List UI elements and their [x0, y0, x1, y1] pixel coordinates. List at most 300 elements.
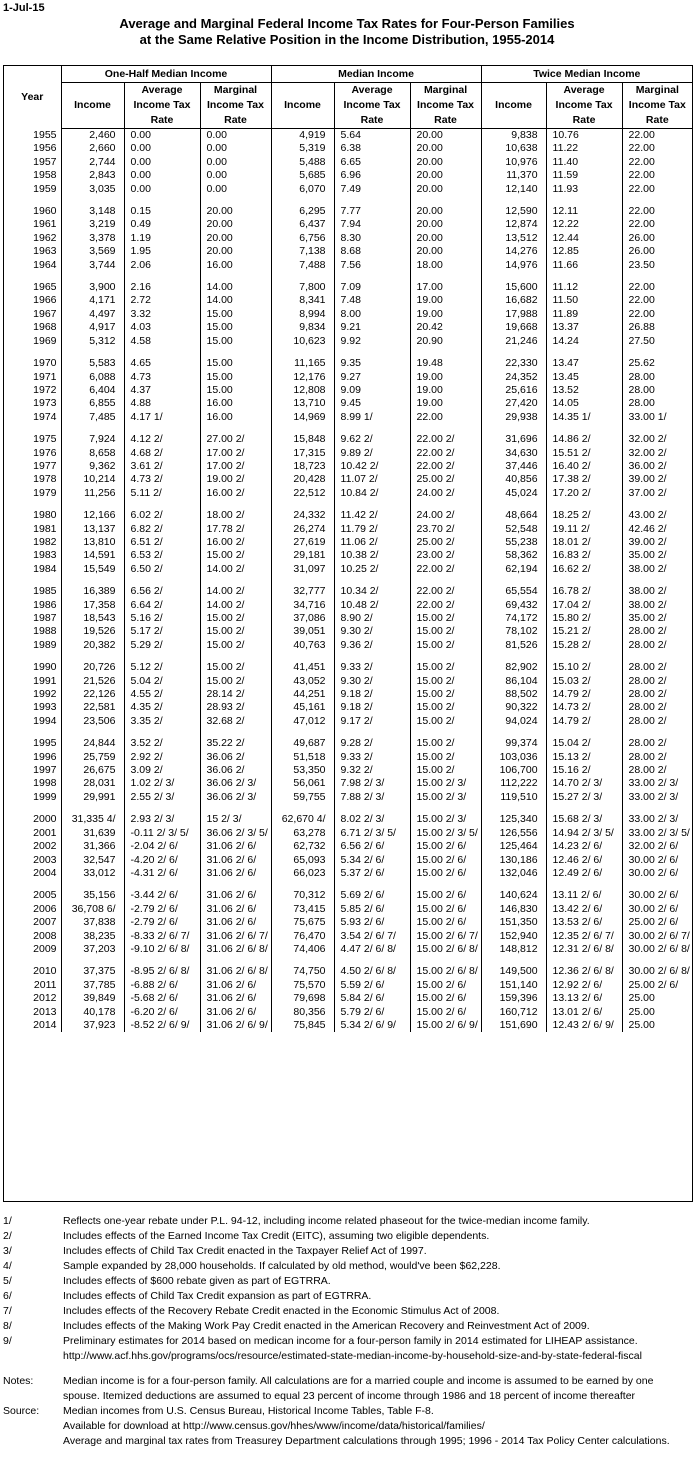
table-row — [4, 294, 692, 307]
marginal-rate-header-line: Marginal — [213, 84, 258, 96]
income-header: Income — [271, 83, 334, 129]
half-median-income-cell: 37,203 — [61, 943, 124, 956]
median-income-cell: 74,406 — [271, 943, 334, 956]
median-income-cell: 70,312 — [271, 889, 334, 902]
median-income-cell: 39,051 — [271, 625, 334, 638]
twice-median-income-cell: 12,590 — [481, 205, 546, 218]
gap-cell — [200, 804, 271, 813]
half-median-average-rate-cell: -6.88 2/ 6/ — [124, 979, 200, 992]
half-median-income-cell: 37,838 — [61, 916, 124, 929]
half-median-marginal-rate-cell: 31.06 2/ 6/ — [200, 903, 271, 916]
table-row — [4, 218, 692, 231]
year-cell: 1965 — [33, 281, 57, 294]
median-income-cell: 17,315 — [271, 447, 334, 460]
marginal-rate-header-line: Income Tax — [628, 99, 686, 111]
gap-cell — [61, 500, 124, 509]
median-average-rate-cell: 9.28 2/ — [334, 737, 410, 750]
median-income-cell: 74,750 — [271, 965, 334, 978]
twice-median-income-cell: 55,238 — [481, 536, 546, 549]
median-average-rate-cell: 8.30 — [334, 232, 410, 245]
half-median-income-cell: 5,312 — [61, 335, 124, 348]
twice-median-income-cell: 103,036 — [481, 751, 546, 764]
marginal-rate-header-line: Marginal — [635, 84, 679, 96]
median-marginal-rate-cell: 15.00 2/ 6/ — [410, 992, 481, 1005]
median-income-cell: 32,777 — [271, 585, 334, 598]
table-row — [4, 867, 692, 880]
median-income-cell: 80,356 — [271, 1006, 334, 1019]
median-marginal-rate-cell: 20.00 — [410, 183, 481, 196]
median-average-rate-cell: 11.79 2/ — [334, 523, 410, 536]
row-gap — [4, 880, 692, 889]
median-marginal-rate-cell: 19.00 — [410, 397, 481, 410]
half-median-income-cell: 3,378 — [61, 232, 124, 245]
table-row — [4, 245, 692, 258]
median-income-cell: 12,176 — [271, 371, 334, 384]
year-cell: 1987 — [33, 612, 57, 624]
twice-median-income-cell: 146,830 — [481, 903, 546, 916]
twice-median-average-rate-cell: 14.24 — [546, 335, 622, 348]
twice-median-average-rate-cell: 13.42 2/ 6/ — [546, 903, 622, 916]
half-median-average-rate-cell: 4.03 — [124, 321, 200, 334]
year-cell: 1988 — [33, 625, 57, 638]
half-median-average-rate-cell: 3.61 2/ — [124, 460, 200, 473]
median-marginal-rate-cell: 25.00 2/ — [410, 536, 481, 549]
twice-median-income-cell: 52,548 — [481, 523, 546, 536]
table-row — [4, 930, 692, 943]
marginal-rate-header-line: Rate — [224, 114, 247, 126]
table-row — [4, 751, 692, 764]
twice-median-income-cell: 90,322 — [481, 701, 546, 714]
gap-cell — [200, 196, 271, 205]
half-median-average-rate-cell: -8.52 2/ 6/ 9/ — [124, 1019, 200, 1032]
twice-median-marginal-rate-cell: 28.00 2/ — [622, 661, 692, 674]
half-median-marginal-rate-cell: 31.06 2/ 6/ 8/ — [200, 965, 271, 978]
gap-cell — [334, 804, 410, 813]
half-median-average-rate-cell: 4.73 2/ — [124, 473, 200, 486]
year-cell: 1958 — [33, 169, 57, 182]
median-income-cell: 40,763 — [271, 639, 334, 652]
twice-median-marginal-rate-cell: 32.00 2/ 6/ — [622, 840, 692, 853]
twice-median-income-cell: 9,838 — [481, 129, 546, 143]
median-marginal-rate-cell: 15.00 2/ 6/ — [410, 1006, 481, 1019]
median-marginal-rate-cell: 25.00 2/ — [410, 473, 481, 486]
median-average-rate-cell: 9.35 — [334, 357, 410, 370]
table-row — [4, 523, 692, 536]
median-marginal-rate-cell: 20.00 — [410, 232, 481, 245]
twice-median-income-cell: 29,938 — [481, 411, 546, 424]
table-row — [4, 916, 692, 929]
gap-cell — [410, 424, 481, 433]
twice-median-income-cell: 21,246 — [481, 335, 546, 348]
half-median-average-rate-cell: -2.04 2/ 6/ — [124, 840, 200, 853]
median-marginal-rate-cell: 15.00 2/ 6/ — [410, 979, 481, 992]
row-gap — [4, 576, 692, 585]
year-cell: 2010 — [33, 965, 57, 978]
marginal-rate-header-line: Marginal — [423, 84, 468, 96]
twice-median-average-rate-cell: 12.43 2/ 6/ 9/ — [546, 1019, 622, 1032]
page-title — [0, 16, 694, 48]
half-median-average-rate-cell: 1.95 — [124, 245, 200, 258]
median-income-cell: 8,341 — [271, 294, 334, 307]
average-rate-header-line: Rate — [572, 114, 596, 126]
median-average-rate-cell: 9.27 — [334, 371, 410, 384]
twice-median-marginal-rate-cell: 30.00 2/ 6/ 8/ — [622, 943, 692, 956]
notes-text: Median income is for a four-person family. All calculations are for a married couple and income is assumed to be earned by one spouse. Itemized deductions are assumed to equal 23 percent of income through 1986 and 18 percent of income thereafter — [63, 1375, 654, 1402]
twice-median-average-rate-cell: 12.44 — [546, 232, 622, 245]
twice-median-average-rate-cell: 15.68 2/ 3/ — [546, 813, 622, 826]
twice-median-marginal-rate-cell: 28.00 — [622, 384, 692, 397]
table-row — [4, 549, 692, 562]
half-median-average-rate-cell: 2.93 2/ 3/ — [124, 813, 200, 826]
footnote-text: Includes effects of the Making Work Pay Credit enacted in the American Recovery and Reinvestment Act of 2009. — [63, 1320, 590, 1332]
twice-median-marginal-rate-cell: 32.00 2/ — [622, 433, 692, 446]
year-cell: 1995 — [33, 737, 57, 750]
median-income-cell: 76,470 — [271, 930, 334, 943]
twice-median-average-rate-cell: 13.13 2/ 6/ — [546, 992, 622, 1005]
twice-median-income-cell: 37,446 — [481, 460, 546, 473]
median-income-cell: 7,138 — [271, 245, 334, 258]
twice-median-average-rate-cell: 14.35 1/ — [546, 411, 622, 424]
median-marginal-rate-cell: 15.00 2/ — [410, 661, 481, 674]
footnote-text: Preliminary estimates for 2014 based on medican income for a four-person family in 2014 estimated for LIHEAP assistance. — [63, 1335, 638, 1347]
row-gap — [4, 424, 692, 433]
gap-cell — [4, 424, 61, 433]
year-cell: 1966 — [33, 294, 57, 307]
median-average-rate-cell: 9.09 — [334, 384, 410, 397]
table-row — [4, 625, 692, 638]
twice-median-average-rate-cell: 15.80 2/ — [546, 612, 622, 625]
half-median-marginal-rate-cell: 15.00 — [200, 308, 271, 321]
average-rate-header-line: Income Tax — [133, 99, 191, 111]
twice-median-income-cell: 88,502 — [481, 688, 546, 701]
twice-median-marginal-rate-cell: 36.00 2/ — [622, 460, 692, 473]
twice-median-income-cell: 78,102 — [481, 625, 546, 638]
notes-label: Notes: — [3, 1375, 34, 1387]
median-average-rate-cell: 7.94 — [334, 218, 410, 231]
half-median-marginal-rate-cell: 15.00 — [200, 384, 271, 397]
twice-median-marginal-rate-cell: 28.00 2/ — [622, 737, 692, 750]
median-marginal-rate-cell: 15.00 2/ — [410, 751, 481, 764]
median-income-cell: 44,251 — [271, 688, 334, 701]
twice-median-average-rate-cell: 17.20 2/ — [546, 487, 622, 500]
half-median-income-cell: 16,389 — [61, 585, 124, 598]
footnote-text: Includes effects of the Earned Income Tax Credit (EITC), assuming two eligible dependents. — [63, 1230, 490, 1242]
average-rate-header-line: Rate — [150, 114, 174, 126]
half-median-marginal-rate-cell: 31.06 2/ 6/ — [200, 889, 271, 902]
twice-median-income-cell: 19,668 — [481, 321, 546, 334]
twice-median-income-cell: 12,140 — [481, 183, 546, 196]
average-rate-header — [334, 83, 410, 129]
median-income-cell: 10,623 — [271, 335, 334, 348]
gap-cell — [481, 880, 546, 889]
twice-median-income-cell: 10,976 — [481, 156, 546, 169]
average-rate-header-line: Average — [141, 84, 183, 96]
twice-median-marginal-rate-cell: 33.00 1/ — [622, 411, 692, 424]
source-line: Median incomes from U.S. Census Bureau, Historical Income Tables, Table F-8. — [63, 1405, 434, 1417]
half-median-marginal-rate-cell: 31.06 2/ 6/ — [200, 992, 271, 1005]
half-median-marginal-rate-cell: 31.06 2/ 6/ — [200, 840, 271, 853]
half-median-income-cell: 37,923 — [61, 1019, 124, 1032]
median-average-rate-cell: 9.33 2/ — [334, 751, 410, 764]
median-marginal-rate-cell: 20.00 — [410, 218, 481, 231]
twice-median-income-cell: 82,902 — [481, 661, 546, 674]
table-row — [4, 1006, 692, 1019]
table-row — [4, 599, 692, 612]
marginal-rate-header — [622, 83, 692, 129]
half-median-income-cell: 22,581 — [61, 701, 124, 714]
twice-median-average-rate-cell: 12.92 2/ 6/ — [546, 979, 622, 992]
footnote-key: 6/ — [3, 1290, 12, 1302]
year-cell: 1967 — [33, 307, 57, 320]
half-median-income-cell: 6,404 — [61, 384, 124, 397]
footnote-key: 9/ — [3, 1335, 12, 1347]
half-median-marginal-rate-cell: 32.68 2/ — [200, 715, 271, 728]
notes-section — [3, 1214, 693, 1449]
twice-median-average-rate-cell: 13.11 2/ 6/ — [546, 889, 622, 902]
gap-cell — [4, 804, 61, 813]
twice-median-income-cell: 22,330 — [481, 357, 546, 370]
median-income-cell: 75,845 — [271, 1019, 334, 1032]
average-rate-header-line: Income Tax — [343, 99, 401, 111]
row-gap — [4, 196, 692, 205]
half-median-marginal-rate-cell: 20.00 — [200, 232, 271, 245]
median-average-rate-cell: 6.96 — [334, 169, 410, 182]
median-income-cell: 24,332 — [271, 509, 334, 522]
median-average-rate-cell: 11.42 2/ — [334, 509, 410, 522]
footnote-key: 5/ — [3, 1275, 12, 1287]
half-median-income-cell: 22,126 — [61, 688, 124, 701]
year-cell: 1959 — [33, 182, 57, 195]
twice-median-average-rate-cell: 10.76 — [546, 129, 622, 143]
marginal-rate-header — [200, 83, 271, 129]
twice-median-average-rate-cell: 13.37 — [546, 321, 622, 334]
twice-median-average-rate-cell: 14.79 2/ — [546, 715, 622, 728]
gap-cell — [124, 348, 200, 357]
gap-cell — [481, 424, 546, 433]
half-median-average-rate-cell: 4.37 — [124, 384, 200, 397]
half-median-marginal-rate-cell: 18.00 2/ — [200, 509, 271, 522]
median-average-rate-cell: 5.64 — [334, 129, 410, 143]
median-income-cell: 5,488 — [271, 156, 334, 169]
twice-median-marginal-rate-cell: 26.88 — [622, 321, 692, 334]
twice-median-marginal-rate-cell: 38.00 2/ — [622, 599, 692, 612]
median-average-rate-cell: 9.18 2/ — [334, 701, 410, 714]
half-median-income-cell: 38,235 — [61, 930, 124, 943]
gap-cell — [4, 576, 61, 585]
year-cell: 1972 — [33, 383, 57, 396]
median-income-cell: 41,451 — [271, 661, 334, 674]
half-median-income-cell: 17,358 — [61, 599, 124, 612]
notes-block — [3, 1374, 693, 1404]
half-median-income-cell: 4,497 — [61, 308, 124, 321]
twice-median-average-rate-cell: 17.04 2/ — [546, 599, 622, 612]
twice-median-income-cell: 119,510 — [481, 791, 546, 804]
twice-median-income-cell: 13,512 — [481, 232, 546, 245]
half-median-marginal-rate-cell: 14.00 2/ — [200, 585, 271, 598]
half-median-marginal-rate-cell: 17.00 2/ — [200, 460, 271, 473]
half-median-income-cell: 12,166 — [61, 509, 124, 522]
group-header-twice-median: Twice Median Income — [481, 66, 692, 83]
median-marginal-rate-cell: 19.00 — [410, 384, 481, 397]
median-average-rate-cell: 7.77 — [334, 205, 410, 218]
twice-median-income-cell: 14,976 — [481, 259, 546, 272]
twice-median-income-cell: 86,104 — [481, 675, 546, 688]
footnotes — [3, 1214, 693, 1364]
twice-median-marginal-rate-cell: 26.00 — [622, 232, 692, 245]
gap-cell — [271, 424, 334, 433]
half-median-average-rate-cell: 0.00 — [124, 129, 200, 143]
gap-cell — [271, 272, 334, 281]
year-cell: 1984 — [33, 562, 57, 575]
median-income-cell: 22,512 — [271, 487, 334, 500]
median-average-rate-cell: 5.69 2/ 6/ — [334, 889, 410, 902]
year-cell: 1963 — [33, 245, 57, 258]
half-median-income-cell: 24,844 — [61, 737, 124, 750]
median-marginal-rate-cell: 15.00 2/ 3/ — [410, 777, 481, 790]
footnote-text: Includes effects of Child Tax Credit enacted in the Taxpayer Relief Act of 1997. — [63, 1245, 427, 1257]
table-header — [4, 66, 692, 129]
half-median-income-cell: 14,591 — [61, 549, 124, 562]
twice-median-marginal-rate-cell: 30.00 2/ 6/ — [622, 889, 692, 902]
title-line-1: Average and Marginal Federal Income Tax Rates for Four-Person Families — [119, 16, 575, 31]
year-cell: 1968 — [33, 321, 57, 334]
half-median-marginal-rate-cell: 15.00 2/ — [200, 549, 271, 562]
half-median-average-rate-cell: 6.51 2/ — [124, 536, 200, 549]
half-median-average-rate-cell: 3.09 2/ — [124, 764, 200, 777]
twice-median-marginal-rate-cell: 25.00 — [622, 1006, 692, 1019]
median-marginal-rate-cell: 24.00 2/ — [410, 509, 481, 522]
table-row — [4, 509, 692, 522]
gap-cell — [481, 804, 546, 813]
half-median-marginal-rate-cell: 14.00 2/ — [200, 563, 271, 576]
gap-cell — [271, 576, 334, 585]
year-cell: 1985 — [33, 585, 57, 598]
year-cell: 2013 — [33, 1005, 57, 1018]
median-income-cell: 8,994 — [271, 308, 334, 321]
table-row — [4, 142, 692, 155]
footnote — [3, 1214, 693, 1229]
gap-cell — [4, 956, 61, 965]
median-marginal-rate-cell: 19.00 — [410, 371, 481, 384]
median-average-rate-cell: 6.65 — [334, 156, 410, 169]
half-median-marginal-rate-cell: 15.00 2/ — [200, 661, 271, 674]
twice-median-marginal-rate-cell: 28.00 2/ — [622, 625, 692, 638]
year-cell: 2012 — [33, 992, 57, 1005]
half-median-average-rate-cell: 4.35 2/ — [124, 701, 200, 714]
median-average-rate-cell: 7.56 — [334, 259, 410, 272]
median-marginal-rate-cell: 22.00 2/ — [410, 599, 481, 612]
twice-median-average-rate-cell: 12.85 — [546, 245, 622, 258]
half-median-marginal-rate-cell: 17.00 2/ — [200, 447, 271, 460]
gap-cell — [124, 804, 200, 813]
median-average-rate-cell: 8.90 2/ — [334, 612, 410, 625]
twice-median-average-rate-cell: 11.93 — [546, 183, 622, 196]
median-marginal-rate-cell: 15.00 2/ 6/ 7/ — [410, 930, 481, 943]
twice-median-average-rate-cell: 14.86 2/ — [546, 433, 622, 446]
median-income-cell: 37,086 — [271, 612, 334, 625]
half-median-average-rate-cell: 5.17 2/ — [124, 625, 200, 638]
average-rate-header — [124, 83, 200, 129]
median-marginal-rate-cell: 20.00 — [410, 156, 481, 169]
half-median-marginal-rate-cell: 0.00 — [200, 129, 271, 143]
gap-cell — [546, 348, 622, 357]
table-row — [4, 259, 692, 272]
half-median-average-rate-cell: 5.11 2/ — [124, 487, 200, 500]
twice-median-marginal-rate-cell: 35.00 2/ — [622, 612, 692, 625]
table-row — [4, 903, 692, 916]
half-median-marginal-rate-cell: 20.00 — [200, 205, 271, 218]
table-row — [4, 129, 692, 143]
half-median-income-cell: 20,382 — [61, 639, 124, 652]
gap-cell — [622, 576, 692, 585]
median-income-cell: 7,800 — [271, 281, 334, 294]
half-median-marginal-rate-cell: 36.06 2/ — [200, 751, 271, 764]
median-marginal-rate-cell: 20.00 — [410, 205, 481, 218]
half-median-marginal-rate-cell: 17.78 2/ — [200, 523, 271, 536]
median-average-rate-cell: 8.68 — [334, 245, 410, 258]
twice-median-marginal-rate-cell: 33.00 2/ 3/ 5/ — [622, 827, 692, 840]
table-row — [4, 854, 692, 867]
gap-cell — [410, 804, 481, 813]
median-marginal-rate-cell: 20.00 — [410, 169, 481, 182]
twice-median-average-rate-cell: 11.59 — [546, 169, 622, 182]
half-median-average-rate-cell: 2.06 — [124, 259, 200, 272]
median-marginal-rate-cell: 15.00 2/ — [410, 688, 481, 701]
median-income-cell: 20,428 — [271, 473, 334, 486]
median-marginal-rate-cell: 15.00 2/ 6/ 8/ — [410, 943, 481, 956]
gap-cell — [4, 500, 61, 509]
footnote — [3, 1289, 693, 1304]
twice-median-marginal-rate-cell: 32.00 2/ — [622, 447, 692, 460]
median-average-rate-cell: 5.93 2/ 6/ — [334, 916, 410, 929]
median-average-rate-cell: 4.47 2/ 6/ 8/ — [334, 943, 410, 956]
footnote-text: Includes effects of the Recovery Rebate Credit enacted in the Economic Stimulus Act of 2008. — [63, 1305, 500, 1317]
median-income-cell: 6,437 — [271, 218, 334, 231]
marginal-rate-header-line: Income Tax — [207, 99, 264, 111]
median-income-cell: 43,052 — [271, 675, 334, 688]
twice-median-income-cell: 34,630 — [481, 447, 546, 460]
year-cell: 1977 — [33, 459, 57, 472]
half-median-income-cell: 23,506 — [61, 715, 124, 728]
twice-median-marginal-rate-cell: 25.00 — [622, 992, 692, 1005]
footnote — [3, 1259, 693, 1274]
twice-median-income-cell: 10,638 — [481, 142, 546, 155]
twice-median-income-cell: 17,988 — [481, 308, 546, 321]
median-income-cell: 7,488 — [271, 259, 334, 272]
average-rate-header-line: Average — [563, 84, 605, 96]
year-cell: 2014 — [33, 1018, 57, 1031]
twice-median-marginal-rate-cell: 22.00 — [622, 183, 692, 196]
half-median-average-rate-cell: -8.95 2/ 6/ 8/ — [124, 965, 200, 978]
gap-cell — [334, 956, 410, 965]
median-average-rate-cell: 7.98 2/ 3/ — [334, 777, 410, 790]
twice-median-average-rate-cell: 15.10 2/ — [546, 661, 622, 674]
twice-median-average-rate-cell: 11.40 — [546, 156, 622, 169]
twice-median-marginal-rate-cell: 39.00 2/ — [622, 536, 692, 549]
half-median-income-cell: 26,675 — [61, 764, 124, 777]
half-median-average-rate-cell: -4.20 2/ 6/ — [124, 854, 200, 867]
year-cell: 1980 — [33, 509, 57, 522]
twice-median-marginal-rate-cell: 25.00 2/ 6/ — [622, 979, 692, 992]
gap-cell — [546, 424, 622, 433]
half-median-marginal-rate-cell: 35.22 2/ — [200, 737, 271, 750]
twice-median-marginal-rate-cell: 42.46 2/ — [622, 523, 692, 536]
twice-median-marginal-rate-cell: 33.00 2/ 3/ — [622, 813, 692, 826]
half-median-marginal-rate-cell: 0.00 — [200, 142, 271, 155]
gap-cell — [200, 956, 271, 965]
twice-median-marginal-rate-cell: 23.50 — [622, 259, 692, 272]
half-median-income-cell: 20,726 — [61, 661, 124, 674]
